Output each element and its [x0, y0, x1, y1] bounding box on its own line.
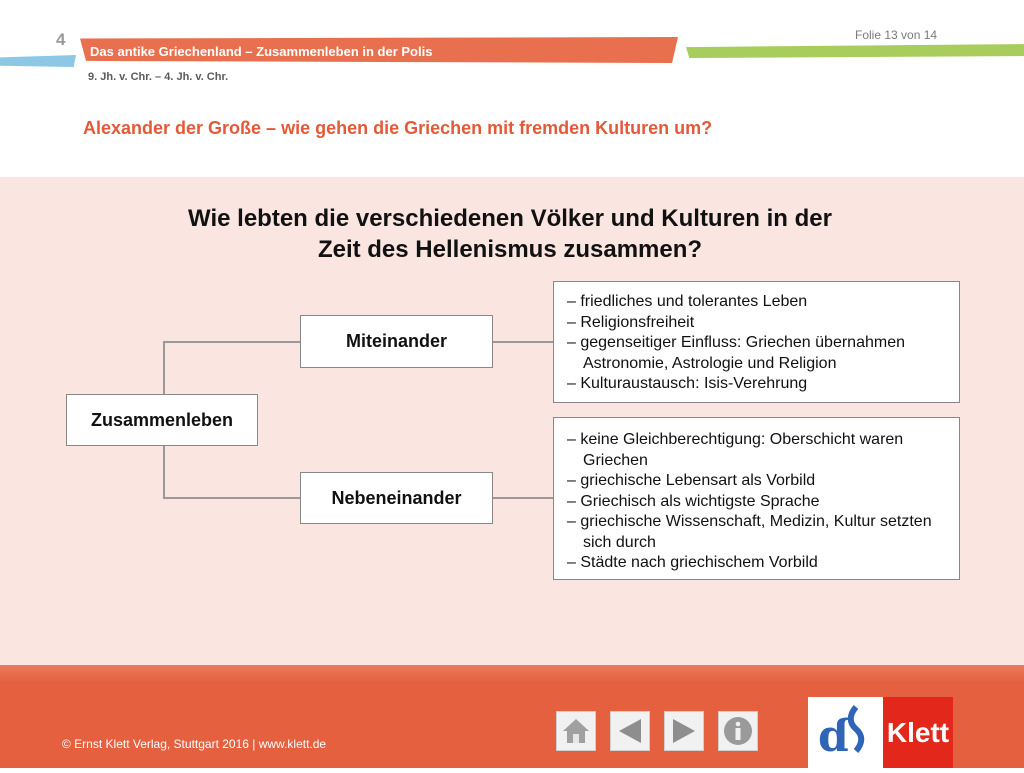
svg-text:ɗ: ɗ: [818, 711, 851, 762]
connector-line: [493, 497, 553, 499]
list-item: – Städte nach griechischem Vorbild: [567, 554, 818, 571]
next-slide-button[interactable]: [664, 711, 704, 751]
info-button[interactable]: [718, 711, 758, 751]
list-item-continuation: Griechen: [583, 451, 648, 469]
period-label: 9. Jh. v. Chr. – 4. Jh. v. Chr.: [88, 71, 229, 83]
list-item: – friedliches und tolerantes Leben: [567, 293, 808, 310]
main-question-line-1: Wie lebten die verschiedenen Völker und Kulturen in der: [188, 205, 832, 232]
copyright-text: © Ernst Klett Verlag, Stuttgart 2016 | www.klett.de: [62, 737, 327, 751]
klett-logo-wordmark: Klett: [883, 697, 953, 768]
home-button[interactable]: [556, 711, 596, 751]
next-arrow-icon: [669, 716, 699, 746]
list-item: – griechische Lebensart als Vorbild: [567, 472, 816, 489]
header-stripe-blue: [0, 55, 76, 67]
branch-node-miteinander: Miteinander: [300, 315, 493, 368]
detail-box-miteinander: [553, 281, 960, 403]
chapter-title: Das antike Griechenland – Zusammenleben in der Polis: [90, 44, 433, 59]
connector-line: [163, 446, 165, 498]
main-question-line-2: Zeit des Hellenismus zusammen?: [317, 236, 703, 263]
home-icon: [561, 717, 591, 745]
main-question: [60, 203, 960, 265]
prev-arrow-icon: [615, 716, 645, 746]
list-item: – keine Gleichberechtigung: Oberschicht waren: [567, 431, 904, 448]
klett-logo-mark: [808, 697, 883, 768]
slide-subtitle: Alexander der Große – wie gehen die Griechen mit fremden Kulturen um?: [83, 118, 713, 138]
header-stripe-green: [686, 44, 1024, 58]
chapter-number: 4: [56, 30, 66, 49]
branch-node-nebeneinander: Nebeneinander: [300, 472, 493, 524]
connector-line: [163, 341, 165, 394]
klett-logo: [808, 697, 953, 768]
list-item: – Griechisch als wichtigste Sprache: [567, 492, 820, 510]
list-item: – griechische Wissenschaft, Medizin, Kultur setzten: [567, 513, 932, 530]
connector-line: [163, 341, 300, 343]
info-icon: [722, 715, 754, 747]
list-item-continuation: sich durch: [583, 533, 656, 551]
connector-line: [493, 341, 553, 343]
slide-counter: Folie 13 von 14: [855, 28, 938, 42]
root-node: Zusammenleben: [66, 394, 258, 446]
previous-slide-button[interactable]: [610, 711, 650, 751]
list-item-continuation: Astronomie, Astrologie und Religion: [583, 354, 837, 372]
list-item: – Kulturaustausch: Isis-Verehrung: [567, 375, 808, 392]
connector-line: [163, 497, 300, 499]
list-item: – gegenseitiger Einfluss: Griechen übernahmen: [567, 334, 905, 351]
list-item: – Religionsfreiheit: [567, 313, 695, 331]
detail-box-nebeneinander: [553, 417, 960, 580]
